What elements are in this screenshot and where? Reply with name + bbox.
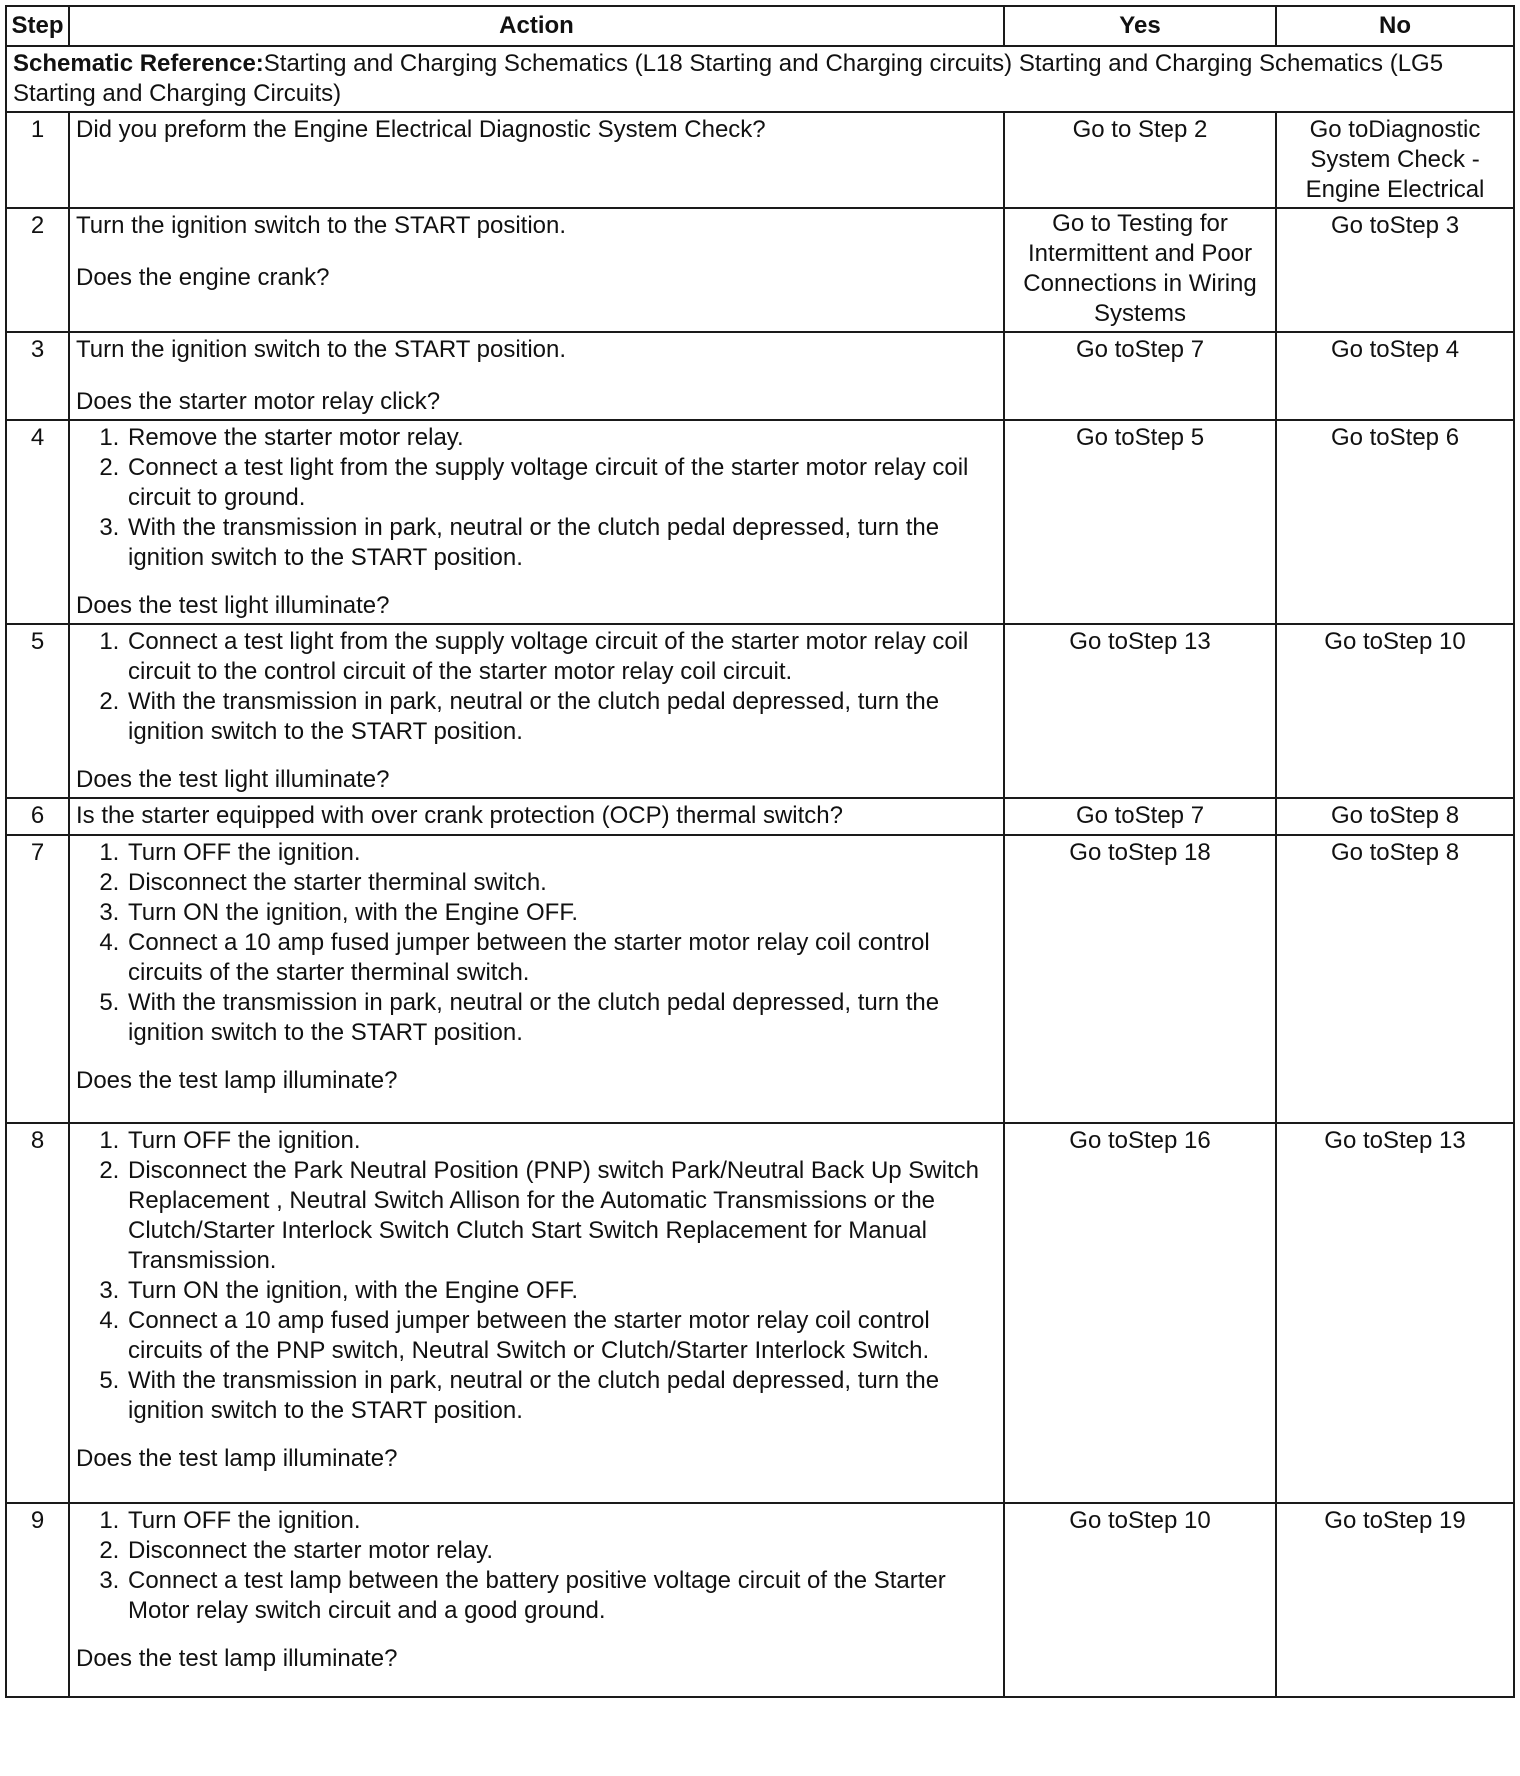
yes-cell: Go toStep 10 [1004, 1503, 1276, 1697]
action-cell [69, 208, 1004, 332]
action-question: Did you preform the Engine Electrical Diagnostic System Check? [76, 116, 766, 143]
table-row [6, 112, 1514, 208]
list-item: 5. With the transmission in park, neutral or the clutch pedal depressed, turn the ignition switch to the START position. [126, 1366, 997, 1426]
action-steps [76, 1126, 997, 1426]
action-question: Is the starter equipped with over crank protection (OCP) thermal switch? [76, 802, 843, 829]
action-cell [69, 332, 1004, 420]
no-cell: Go toStep 3 [1276, 208, 1514, 332]
no-cell: Go toDiagnostic System Check - Engine Electrical [1276, 112, 1514, 208]
no-cell: Go toStep 8 [1276, 835, 1514, 1123]
schematic-reference [6, 46, 1514, 112]
schematic-reference-label: Schematic Reference: [13, 50, 264, 77]
action-question: Does the starter motor relay click? [76, 388, 441, 415]
table-row [6, 798, 1514, 835]
table-row [6, 624, 1514, 798]
action-question: Does the test light illuminate? [76, 592, 390, 619]
no-cell: Go toStep 19 [1276, 1503, 1514, 1697]
yes-cell: Go to Testing for Intermittent and Poor Connections in Wiring Systems [1004, 208, 1276, 332]
table-row [6, 208, 1514, 332]
list-item: 5. With the transmission in park, neutral or the clutch pedal depressed, turn the ignition switch to the START position. [126, 988, 997, 1048]
table-row [6, 1503, 1514, 1697]
list-item: 1. Turn OFF the ignition. [126, 1126, 997, 1156]
action-steps [76, 1506, 997, 1626]
table-row [6, 1123, 1514, 1503]
list-item: 3. Turn ON the ignition, with the Engine OFF. [126, 1276, 997, 1306]
action-question: Does the engine crank? [76, 264, 330, 291]
no-cell: Go toStep 8 [1276, 798, 1514, 835]
action-cell [69, 624, 1004, 798]
action-cell [69, 112, 1004, 208]
list-item: 4. Connect a 10 amp fused jumper between the starter motor relay coil control circuits of the PNP switch, Neutral Switch or Clutch/Starter Interlock Switch. [126, 1306, 997, 1366]
action-steps [76, 838, 997, 1048]
step-number: 6 [6, 798, 69, 835]
step-number: 4 [6, 420, 69, 624]
action-question: Does the test lamp illuminate? [76, 1645, 398, 1672]
schematic-reference-row [6, 46, 1514, 112]
yes-cell: Go to Step 2 [1004, 112, 1276, 208]
yes-cell: Go toStep 5 [1004, 420, 1276, 624]
diagnostic-table-sheet [5, 5, 1513, 1698]
list-item: 1. Turn OFF the ignition. [126, 1506, 997, 1536]
header-row [6, 6, 1514, 46]
list-item: 3. Connect a test lamp between the battery positive voltage circuit of the Starter Motor relay switch circuit and a good ground. [126, 1566, 997, 1626]
yes-cell: Go toStep 16 [1004, 1123, 1276, 1503]
yes-cell: Go toStep 7 [1004, 798, 1276, 835]
list-item: 2. With the transmission in park, neutral or the clutch pedal depressed, turn the ignition switch to the START position. [126, 687, 997, 747]
list-item: 2. Disconnect the starter therminal switch. [126, 868, 997, 898]
step-number: 1 [6, 112, 69, 208]
action-intro: Turn the ignition switch to the START position. [76, 336, 567, 363]
list-item: 1. Connect a test light from the supply voltage circuit of the starter motor relay coil circuit to the control circuit of the starter motor relay coil circuit. [126, 627, 997, 687]
no-cell: Go toStep 10 [1276, 624, 1514, 798]
yes-cell: Go toStep 7 [1004, 332, 1276, 420]
diagnostic-table [5, 5, 1515, 1698]
action-steps [76, 423, 997, 573]
action-cell [69, 798, 1004, 835]
list-item: 2. Disconnect the starter motor relay. [126, 1536, 997, 1566]
action-cell [69, 835, 1004, 1123]
table-row [6, 332, 1514, 420]
step-number: 7 [6, 835, 69, 1123]
list-item: 3. Turn ON the ignition, with the Engine OFF. [126, 898, 997, 928]
action-intro: Turn the ignition switch to the START position. [76, 212, 567, 239]
step-number: 8 [6, 1123, 69, 1503]
yes-cell: Go toStep 13 [1004, 624, 1276, 798]
step-number: 2 [6, 208, 69, 332]
list-item: 3. With the transmission in park, neutral or the clutch pedal depressed, turn the ignition switch to the START position. [126, 513, 997, 573]
step-number: 3 [6, 332, 69, 420]
action-cell [69, 1123, 1004, 1503]
table-row [6, 835, 1514, 1123]
list-item: 2. Connect a test light from the supply voltage circuit of the starter motor relay coil circuit to ground. [126, 453, 997, 513]
no-cell: Go toStep 13 [1276, 1123, 1514, 1503]
step-number: 5 [6, 624, 69, 798]
table-row [6, 420, 1514, 624]
no-cell: Go toStep 4 [1276, 332, 1514, 420]
header-yes: Yes [1004, 6, 1276, 46]
action-question: Does the test lamp illuminate? [76, 1067, 398, 1094]
header-step: Step [6, 6, 69, 46]
yes-cell: Go toStep 18 [1004, 835, 1276, 1123]
list-item: 2. Disconnect the Park Neutral Position (PNP) switch Park/Neutral Back Up Switch Replacement , Neutral Switch Allison for the Automatic Transmissions or the Clutch/Starter Interlock Switch Clutch Start Switch Replacement for Manual Transmission. [126, 1156, 997, 1276]
action-question: Does the test lamp illuminate? [76, 1445, 398, 1472]
list-item: 1. Turn OFF the ignition. [126, 838, 997, 868]
header-no: No [1276, 6, 1514, 46]
list-item: 4. Connect a 10 amp fused jumper between the starter motor relay coil control circuits of the starter therminal switch. [126, 928, 997, 988]
action-cell [69, 1503, 1004, 1697]
action-cell [69, 420, 1004, 624]
header-action: Action [69, 6, 1004, 46]
action-question: Does the test light illuminate? [76, 766, 390, 793]
no-cell: Go toStep 6 [1276, 420, 1514, 624]
action-steps [76, 627, 997, 747]
list-item: 1. Remove the starter motor relay. [126, 423, 997, 453]
schematic-reference-text: Starting and Charging Schematics (L18 Starting and Charging circuits) Starting and Charging Schematics (LG5 Starting and Charging Circuits) [13, 50, 1444, 107]
step-number: 9 [6, 1503, 69, 1697]
